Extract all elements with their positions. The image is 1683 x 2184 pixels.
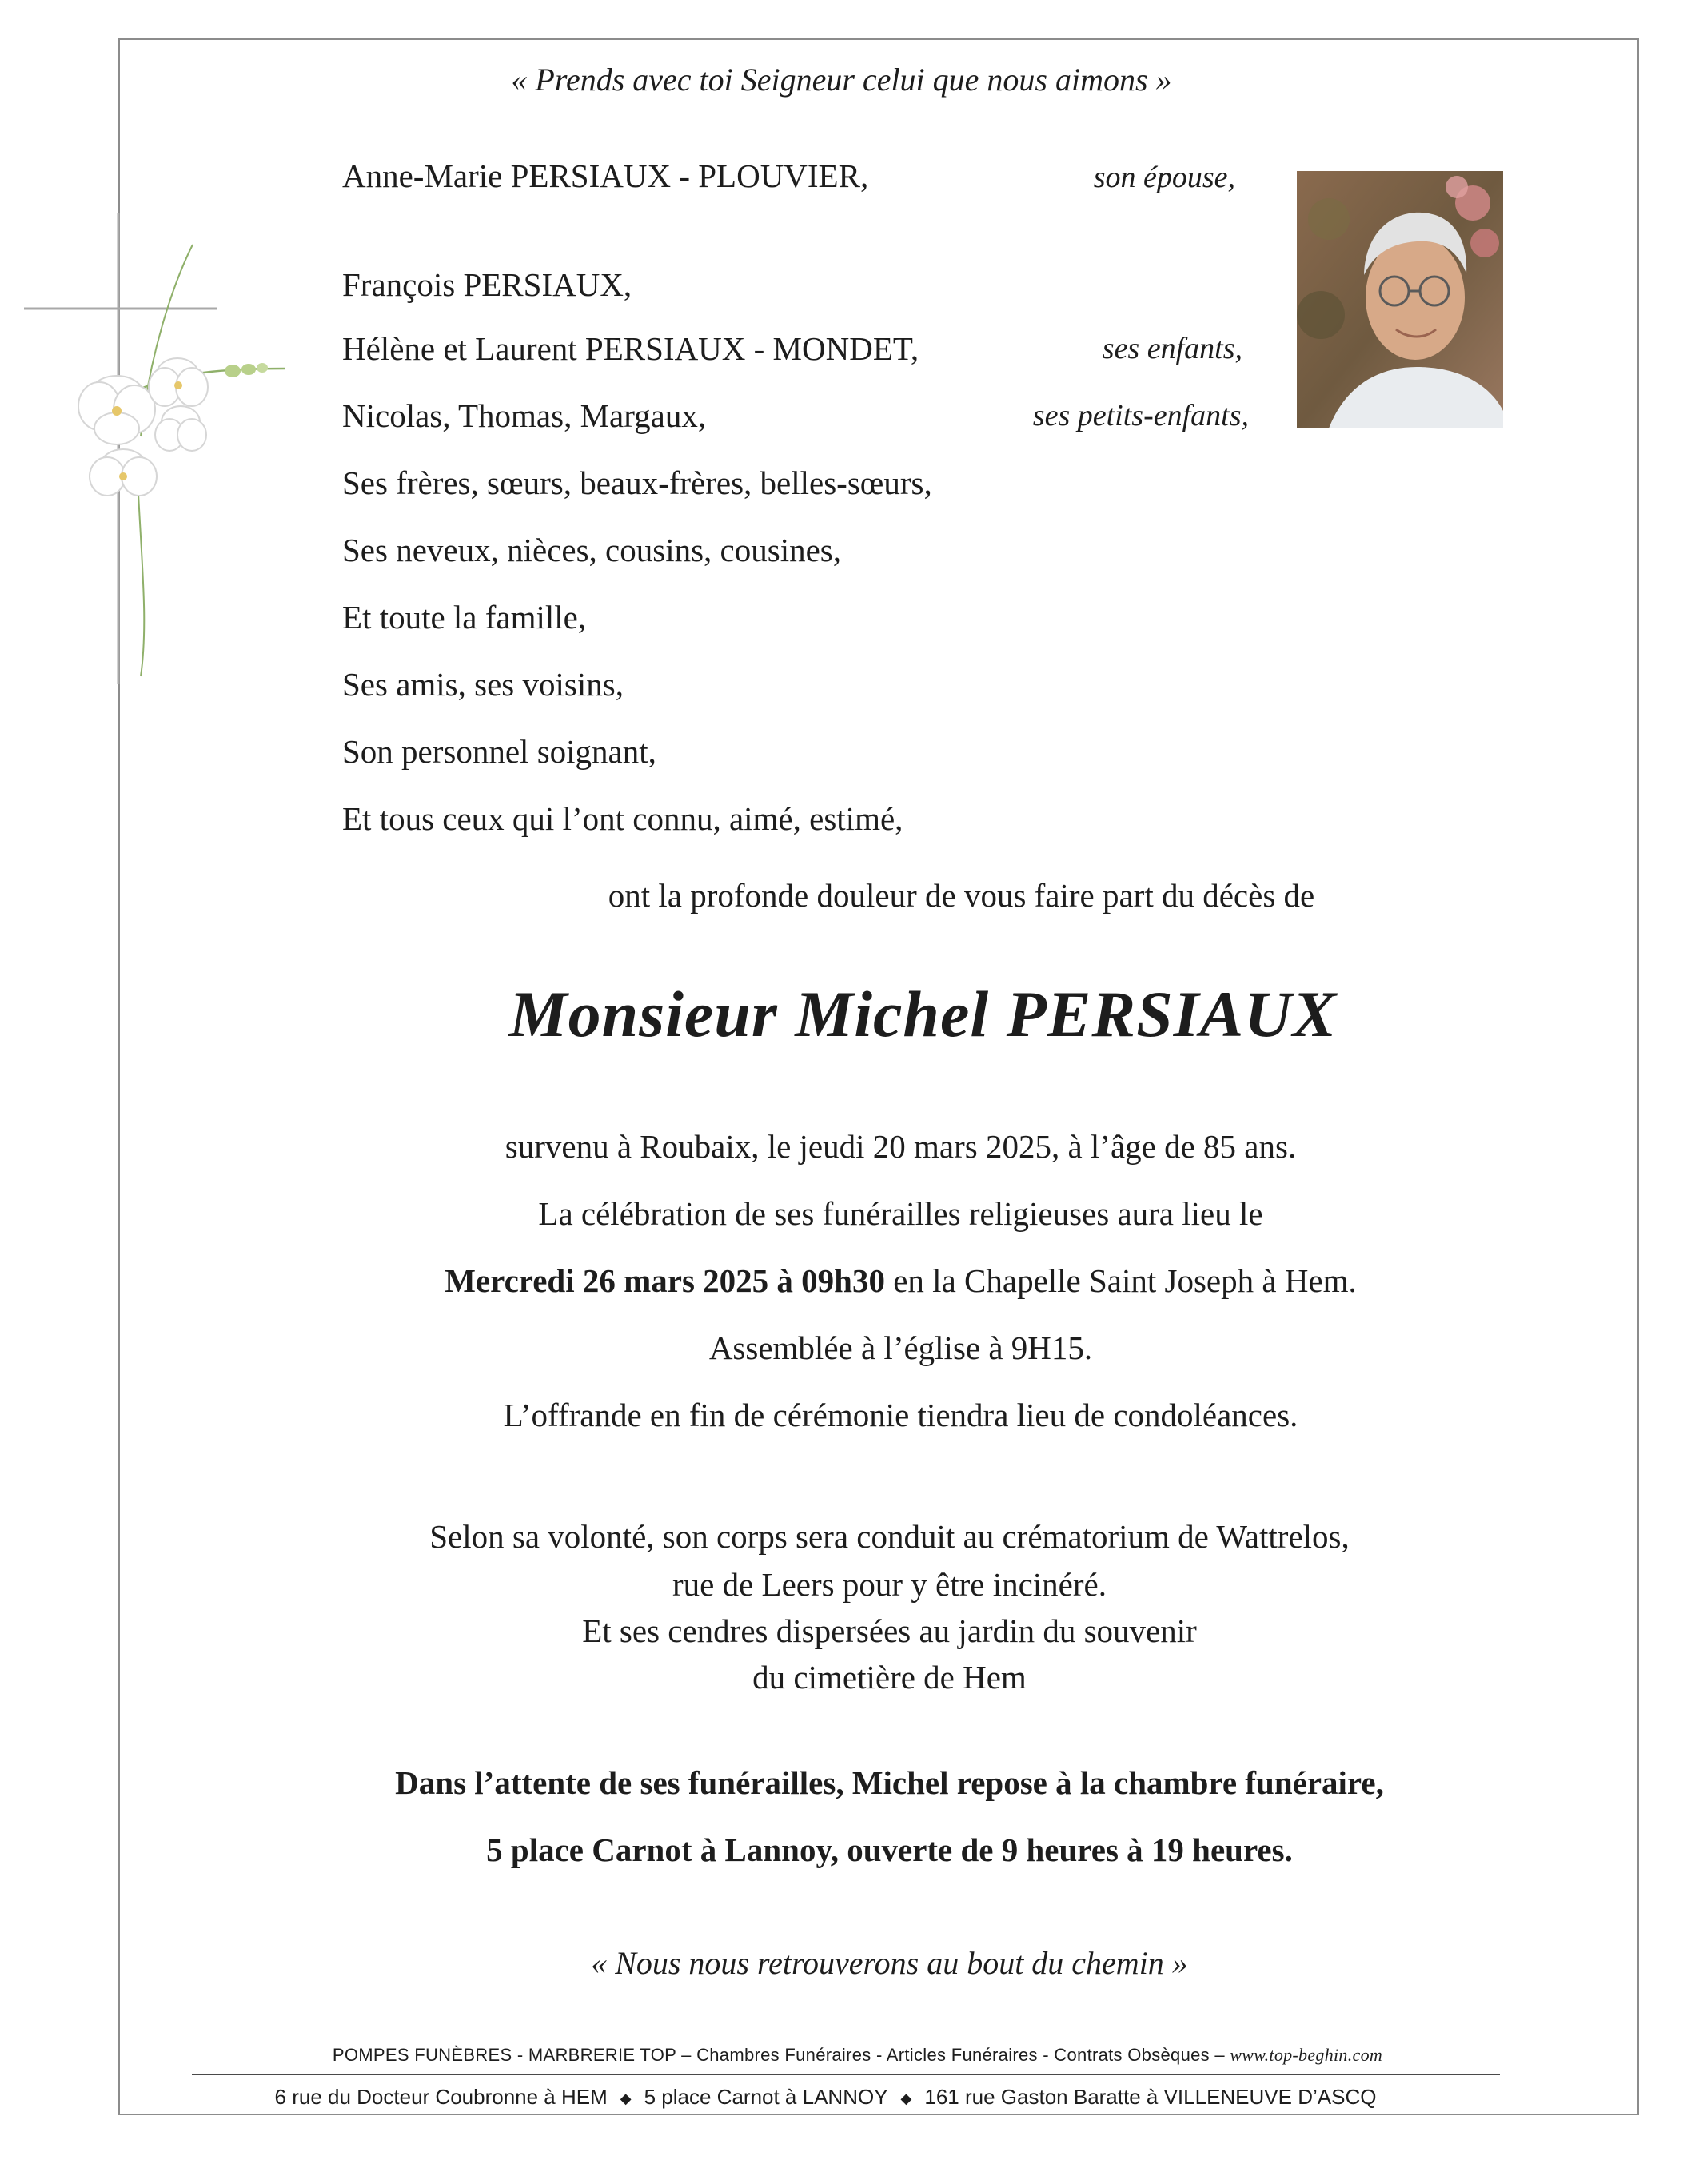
- epigraph-bottom: « Nous nous retrouverons au bout du chemin »: [591, 1945, 1188, 1981]
- footer-company: POMPES FUNÈBRES - MARBRERIE TOP – Chambres Funéraires - Articles Funéraires - Contrats Obsèques –: [332, 2045, 1230, 2065]
- offering-note: L’offrande en fin de cérémonie tiendra lieu de condoléances.: [503, 1397, 1298, 1433]
- cremation-line-1: Selon sa volonté, son corps sera conduit au crématorium de Wattrelos,: [429, 1518, 1350, 1555]
- rest-place-line-1: Dans l’attente de ses funérailles, Michel repose à la chambre funéraire,: [395, 1764, 1384, 1801]
- ceremony-date-line: [59, 1261, 1683, 1300]
- footer-divider: [192, 2074, 1500, 2075]
- caregivers: Son personnel soignant,: [342, 733, 656, 770]
- diamond-separator-icon: ◆: [620, 2090, 632, 2106]
- others: Et tous ceux qui l’ont connu, aimé, estimé,: [342, 800, 903, 837]
- portrait-photo: [1297, 171, 1503, 428]
- rest-place-line-2: 5 place Carnot à Lannoy, ouverte de 9 heures à 19 heures.: [486, 1831, 1293, 1868]
- spouse-name: Anne-Marie PERSIAUX - PLOUVIER,: [342, 157, 869, 194]
- footer-address-villeneuve: 161 rue Gaston Baratte à VILLENEUVE D’ASCQ: [924, 2085, 1377, 2109]
- spouse-role: son épouse,: [1093, 161, 1235, 194]
- cross-with-orchids-icon: [21, 197, 293, 692]
- child-2: Hélène et Laurent PERSIAUX - MONDET,: [342, 330, 919, 367]
- ceremony-date: Mercredi 26 mars 2025 à 09h30: [445, 1262, 885, 1299]
- family-all: Et toute la famille,: [342, 599, 587, 636]
- child-1: François PERSIAUX,: [342, 266, 632, 303]
- cremation-line-2: rue de Leers pour y être incinéré.: [672, 1566, 1107, 1603]
- diamond-separator-icon: ◆: [900, 2090, 912, 2106]
- grandchildren: Nicolas, Thomas, Margaux,: [342, 397, 707, 434]
- cremation-line-4: du cimetière de Hem: [752, 1659, 1027, 1696]
- ceremony-intro: La célébration de ses funérailles religieuses aura lieu le: [538, 1195, 1263, 1232]
- footer-website-link[interactable]: www.top-beghin.com: [1230, 2045, 1383, 2065]
- friends: Ses amis, ses voisins,: [342, 666, 624, 703]
- assembly-time: Assemblée à l’église à 9H15.: [708, 1329, 1093, 1366]
- ceremony-place: en la Chapelle Saint Joseph à Hem.: [884, 1262, 1357, 1299]
- footer-addresses: [0, 2085, 1667, 2110]
- footer-address-hem: 6 rue du Docteur Coubronne à HEM: [274, 2085, 608, 2109]
- footer-company-line: [16, 2045, 1683, 2066]
- nephews: Ses neveux, nièces, cousins, cousines,: [342, 532, 841, 568]
- deceased-name: Monsieur Michel PERSIAUX: [508, 978, 1338, 1050]
- children-role: ses enfants,: [1102, 332, 1242, 365]
- death-details: survenu à Roubaix, le jeudi 20 mars 2025, à l’âge de 85 ans.: [505, 1128, 1297, 1165]
- cremation-line-3: Et ses cendres dispersées au jardin du souvenir: [582, 1612, 1197, 1649]
- announcement-line: ont la profonde douleur de vous faire part du décès de: [608, 877, 1315, 914]
- epigraph-top: « Prends avec toi Seigneur celui que nous aimons »: [511, 62, 1172, 98]
- footer-address-lannoy: 5 place Carnot à LANNOY: [644, 2085, 888, 2109]
- grandchildren-role: ses petits-enfants,: [1032, 399, 1249, 432]
- siblings: Ses frères, sœurs, beaux-frères, belles-sœurs,: [342, 464, 932, 501]
